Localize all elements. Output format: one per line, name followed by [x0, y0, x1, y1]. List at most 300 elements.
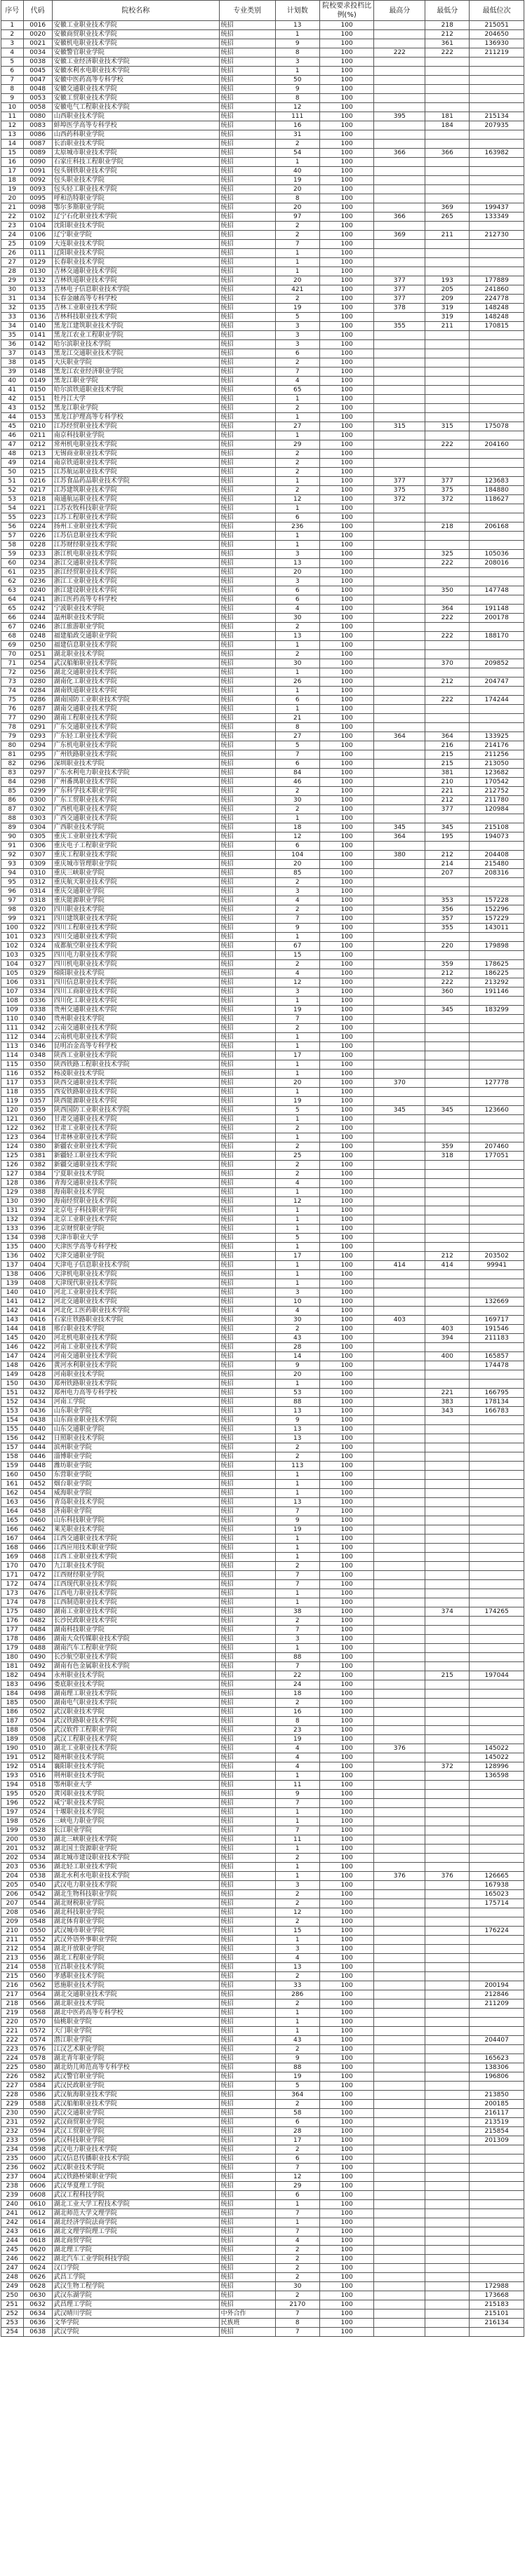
- min-rank-cell: 212846: [470, 1990, 524, 2000]
- table-row: [1, 1225, 524, 1234]
- type-cell: 统招: [219, 896, 275, 905]
- code-cell: 0053: [23, 94, 52, 103]
- table-row: [1, 1626, 524, 1635]
- table-row: [1, 39, 524, 48]
- ratio-cell: 100: [319, 213, 374, 222]
- min-cell: [425, 1370, 470, 1380]
- seq-cell: 162: [1, 1489, 24, 1498]
- plan-cell: 28: [275, 1343, 319, 1352]
- min-cell: [425, 1462, 470, 1471]
- ratio-cell: 100: [319, 1334, 374, 1343]
- seq-cell: 122: [1, 1124, 24, 1133]
- name-cell: 重庆交通职业学院: [52, 887, 219, 896]
- name-cell: 昆明冶金高等专科学校: [52, 1042, 219, 1051]
- name-cell: 四川交通职业技术学院: [52, 933, 219, 942]
- code-cell: 0614: [23, 2218, 52, 2227]
- seq-cell: 220: [1, 2018, 24, 2027]
- ratio-cell: 100: [319, 951, 374, 960]
- min-cell: [425, 450, 470, 459]
- min-rank-cell: [470, 951, 524, 960]
- max-cell: [374, 1626, 425, 1635]
- type-cell: 统招: [219, 176, 275, 185]
- max-cell: [374, 2255, 425, 2264]
- seq-cell: 202: [1, 1854, 24, 1863]
- ratio-cell: 100: [319, 677, 374, 687]
- min-rank-cell: 215183: [470, 2300, 524, 2309]
- name-cell: 西安铁路职业技术学院: [52, 1088, 219, 1097]
- min-cell: 370: [425, 659, 470, 668]
- min-rank-cell: [470, 1498, 524, 1507]
- min-rank-cell: [470, 58, 524, 67]
- code-cell: 0404: [23, 1261, 52, 1270]
- seq-cell: 214: [1, 1963, 24, 1972]
- table-row: [1, 1781, 524, 1790]
- min-cell: [425, 1097, 470, 1106]
- ratio-cell: 100: [319, 842, 374, 851]
- plan-cell: 1: [275, 1225, 319, 1234]
- name-cell: 武汉铁路桥梁职业学院: [52, 2173, 219, 2182]
- plan-cell: 7: [275, 915, 319, 924]
- code-cell: 0456: [23, 1498, 52, 1507]
- min-rank-cell: 167938: [470, 1881, 524, 1890]
- seq-cell: 173: [1, 1589, 24, 1598]
- min-cell: 376: [425, 1872, 470, 1881]
- min-cell: [425, 1234, 470, 1243]
- name-cell: 广州铁路职业技术学院: [52, 750, 219, 760]
- min-cell: [425, 2154, 470, 2164]
- code-cell: 0297: [23, 769, 52, 778]
- type-cell: 统招: [219, 532, 275, 541]
- name-cell: 四川机电职业技术学院: [52, 960, 219, 969]
- plan-cell: 3: [275, 331, 319, 340]
- type-cell: 统招: [219, 1097, 275, 1106]
- min-rank-cell: [470, 568, 524, 577]
- name-cell: 天津机电职业技术学院: [52, 1270, 219, 1279]
- ratio-cell: 100: [319, 450, 374, 459]
- name-cell: 湖北职业技术学院: [52, 2000, 219, 2009]
- plan-cell: 2: [275, 358, 319, 367]
- min-rank-cell: 213292: [470, 978, 524, 987]
- seq-cell: 84: [1, 778, 24, 787]
- type-cell: 统招: [219, 513, 275, 522]
- min-rank-cell: [470, 687, 524, 696]
- ratio-cell: 100: [319, 522, 374, 532]
- table-row: [1, 21, 524, 30]
- code-cell: 0528: [23, 1826, 52, 1835]
- type-cell: 统招: [219, 2273, 275, 2282]
- code-cell: 0444: [23, 1443, 52, 1452]
- name-cell: 大连职业技术学院: [52, 240, 219, 249]
- code-cell: 0058: [23, 103, 52, 112]
- plan-cell: 29: [275, 440, 319, 450]
- code-cell: 0136: [23, 313, 52, 322]
- plan-cell: 2: [275, 1699, 319, 1708]
- table-row: [1, 1033, 524, 1042]
- seq-cell: 26: [1, 249, 24, 258]
- table-row: [1, 1498, 524, 1507]
- type-cell: 统招: [219, 276, 275, 285]
- seq-cell: 207: [1, 1899, 24, 1908]
- table-row: [1, 851, 524, 860]
- type-cell: 统招: [219, 67, 275, 76]
- plan-cell: 28: [275, 2127, 319, 2136]
- name-cell: 浙江建设职业技术学院: [52, 586, 219, 595]
- code-cell: 0598: [23, 2145, 52, 2154]
- table-row: [1, 1352, 524, 1361]
- min-cell: [425, 1808, 470, 1817]
- ratio-cell: 100: [319, 532, 374, 541]
- plan-cell: 1: [275, 1033, 319, 1042]
- ratio-cell: 100: [319, 176, 374, 185]
- max-cell: [374, 1288, 425, 1297]
- ratio-cell: 100: [319, 1106, 374, 1115]
- plan-cell: 12: [275, 1197, 319, 1206]
- name-cell: 四川工程职业技术学院: [52, 924, 219, 933]
- max-cell: 372: [374, 495, 425, 504]
- name-cell: 武汉电力职业技术学院: [52, 2145, 219, 2154]
- table-row: [1, 1288, 524, 1297]
- max-cell: [374, 960, 425, 969]
- code-cell: 0468: [23, 1553, 52, 1562]
- ratio-cell: 100: [319, 1215, 374, 1225]
- max-cell: [374, 349, 425, 358]
- code-cell: 0304: [23, 823, 52, 832]
- name-cell: 河南交通职业技术学院: [52, 1352, 219, 1361]
- ratio-cell: 100: [319, 605, 374, 614]
- min-rank-cell: [470, 2164, 524, 2173]
- max-cell: [374, 1443, 425, 1452]
- code-cell: 0622: [23, 2255, 52, 2264]
- plan-cell: 1: [275, 933, 319, 942]
- name-cell: 石家庄铁路职业技术学院: [52, 1316, 219, 1325]
- seq-cell: 246: [1, 2255, 24, 2264]
- min-rank-cell: [470, 1179, 524, 1188]
- ratio-cell: 100: [319, 1808, 374, 1817]
- code-cell: 0588: [23, 2100, 52, 2109]
- min-cell: [425, 1124, 470, 1133]
- seq-cell: 254: [1, 2328, 24, 2337]
- table-row: [1, 814, 524, 823]
- ratio-cell: 100: [319, 2273, 374, 2282]
- ratio-cell: 100: [319, 577, 374, 586]
- min-cell: [425, 1954, 470, 1963]
- name-cell: 广东轻工职业技术学院: [52, 732, 219, 741]
- table-row: [1, 1708, 524, 1717]
- table-row: [1, 1772, 524, 1781]
- seq-cell: 34: [1, 322, 24, 331]
- seq-cell: 210: [1, 1927, 24, 1936]
- code-cell: 0098: [23, 203, 52, 213]
- ratio-cell: 100: [319, 896, 374, 905]
- name-cell: 湖北开放职业学院: [52, 1945, 219, 1954]
- type-cell: 统招: [219, 1079, 275, 1088]
- seq-cell: 24: [1, 231, 24, 240]
- ratio-cell: 100: [319, 614, 374, 623]
- name-cell: 襄阳职业技术学院: [52, 1762, 219, 1772]
- table-row: [1, 987, 524, 997]
- max-cell: [374, 687, 425, 696]
- name-cell: 黑龙江职业学院: [52, 377, 219, 386]
- min-rank-cell: 170542: [470, 778, 524, 787]
- type-cell: 统招: [219, 832, 275, 842]
- name-cell: 湖北水利水电职业技术学院: [52, 1872, 219, 1881]
- name-cell: 武汉软件工程职业学院: [52, 1726, 219, 1735]
- plan-cell: 1: [275, 2218, 319, 2227]
- plan-cell: 4: [275, 377, 319, 386]
- min-cell: [425, 1744, 470, 1753]
- max-cell: [374, 1990, 425, 2000]
- min-rank-cell: 177051: [470, 1152, 524, 1161]
- min-cell: [425, 1060, 470, 1070]
- seq-cell: 65: [1, 605, 24, 614]
- name-cell: 浙江工业职业技术学院: [52, 577, 219, 586]
- ratio-cell: 100: [319, 1261, 374, 1270]
- ratio-cell: 100: [319, 1197, 374, 1206]
- name-cell: 宁波职业技术学院: [52, 605, 219, 614]
- max-cell: [374, 905, 425, 915]
- type-cell: 统招: [219, 103, 275, 112]
- code-cell: 0628: [23, 2282, 52, 2291]
- min-rank-cell: [470, 194, 524, 203]
- min-rank-cell: [470, 714, 524, 723]
- max-cell: [374, 2282, 425, 2291]
- min-rank-cell: [470, 814, 524, 823]
- ratio-cell: 100: [319, 760, 374, 769]
- type-cell: 统招: [219, 1307, 275, 1316]
- plan-cell: 30: [275, 2282, 319, 2291]
- min-cell: 318: [425, 1152, 470, 1161]
- ratio-cell: 100: [319, 851, 374, 860]
- seq-cell: 140: [1, 1288, 24, 1297]
- table-row: [1, 1489, 524, 1498]
- ratio-cell: 100: [319, 1589, 374, 1598]
- plan-cell: 17: [275, 1252, 319, 1261]
- max-cell: [374, 541, 425, 550]
- min-rank-cell: 183299: [470, 1006, 524, 1015]
- max-cell: [374, 2319, 425, 2328]
- name-cell: 湖南有色金属职业技术学院: [52, 1662, 219, 1671]
- name-cell: 哈尔滨职业技术学院: [52, 340, 219, 349]
- seq-cell: 124: [1, 1142, 24, 1152]
- name-cell: 荆州职业技术学院: [52, 1772, 219, 1781]
- min-rank-cell: 215854: [470, 2127, 524, 2136]
- name-cell: 广州番禺职业技术学院: [52, 778, 219, 787]
- table-row: [1, 741, 524, 750]
- type-cell: 统招: [219, 386, 275, 395]
- min-rank-cell: [470, 249, 524, 258]
- table-row: [1, 313, 524, 322]
- code-cell: 0141: [23, 331, 52, 340]
- max-cell: [374, 951, 425, 960]
- plan-cell: 2: [275, 805, 319, 814]
- name-cell: 河北交通职业技术学院: [52, 1297, 219, 1307]
- code-cell: 0424: [23, 1352, 52, 1361]
- max-cell: [374, 130, 425, 140]
- code-cell: 0406: [23, 1270, 52, 1279]
- min-cell: 212: [425, 1252, 470, 1261]
- max-cell: [374, 1197, 425, 1206]
- table-row: [1, 468, 524, 477]
- plan-cell: 1: [275, 1589, 319, 1598]
- name-cell: 无锡商业职业技术学院: [52, 450, 219, 459]
- min-rank-cell: 211209: [470, 2000, 524, 2009]
- min-rank-cell: [470, 504, 524, 513]
- seq-cell: 163: [1, 1498, 24, 1507]
- ratio-cell: 100: [319, 203, 374, 213]
- type-cell: 统招: [219, 522, 275, 532]
- max-cell: [374, 1580, 425, 1589]
- plan-cell: 1: [275, 1872, 319, 1881]
- min-rank-cell: 175078: [470, 422, 524, 431]
- name-cell: 江西交通职业技术学院: [52, 1535, 219, 1544]
- name-cell: 郑州电力高等专科学校: [52, 1389, 219, 1398]
- table-row: [1, 2045, 524, 2054]
- max-cell: [374, 2018, 425, 2027]
- min-rank-cell: [470, 140, 524, 149]
- seq-cell: 204: [1, 1872, 24, 1881]
- name-cell: 浙江交通职业技术学院: [52, 559, 219, 568]
- code-cell: 0143: [23, 349, 52, 358]
- type-cell: 统招: [219, 1124, 275, 1133]
- name-cell: 武汉警官职业学院: [52, 2072, 219, 2082]
- max-cell: [374, 367, 425, 377]
- ratio-cell: 100: [319, 1370, 374, 1380]
- plan-cell: 2: [275, 1972, 319, 1981]
- min-cell: [425, 2109, 470, 2118]
- plan-cell: 1: [275, 541, 319, 550]
- table-row: [1, 1079, 524, 1088]
- min-rank-cell: [470, 1462, 524, 1471]
- plan-cell: 50: [275, 76, 319, 85]
- col-header-min: 最低分: [425, 1, 470, 21]
- ratio-cell: 100: [319, 1270, 374, 1279]
- table-row: [1, 2291, 524, 2300]
- max-cell: [374, 969, 425, 978]
- min-rank-cell: [470, 67, 524, 76]
- admission-table: [1, 0, 524, 2337]
- code-cell: 0355: [23, 1088, 52, 1097]
- min-rank-cell: [470, 1635, 524, 1644]
- min-cell: 345: [425, 1106, 470, 1115]
- name-cell: 天津现代职业技术学院: [52, 1279, 219, 1288]
- type-cell: 统招: [219, 714, 275, 723]
- type-cell: 统招: [219, 2200, 275, 2209]
- plan-cell: 1: [275, 1845, 319, 1854]
- max-cell: [374, 395, 425, 404]
- plan-cell: 2: [275, 1617, 319, 1626]
- type-cell: 统招: [219, 2328, 275, 2337]
- min-rank-cell: [470, 1188, 524, 1197]
- max-cell: [374, 2027, 425, 2036]
- name-cell: 武汉商贸职业学院: [52, 2118, 219, 2127]
- type-cell: 统招: [219, 1617, 275, 1626]
- ratio-cell: 100: [319, 2045, 374, 2054]
- seq-cell: 191: [1, 1753, 24, 1762]
- plan-cell: 8: [275, 48, 319, 58]
- min-rank-cell: 163982: [470, 149, 524, 158]
- min-rank-cell: 128996: [470, 1762, 524, 1772]
- ratio-cell: 100: [319, 313, 374, 322]
- type-cell: 统招: [219, 258, 275, 267]
- plan-cell: 19: [275, 176, 319, 185]
- seq-cell: 105: [1, 969, 24, 978]
- max-cell: [374, 2328, 425, 2337]
- min-rank-cell: [470, 2082, 524, 2091]
- min-rank-cell: 105036: [470, 550, 524, 559]
- seq-cell: 203: [1, 1863, 24, 1872]
- seq-cell: 192: [1, 1762, 24, 1772]
- ratio-cell: 100: [319, 869, 374, 878]
- min-rank-cell: 176224: [470, 1927, 524, 1936]
- code-cell: 0111: [23, 249, 52, 258]
- ratio-cell: 100: [319, 103, 374, 112]
- ratio-cell: 100: [319, 1225, 374, 1234]
- table-row: [1, 276, 524, 285]
- table-row: [1, 176, 524, 185]
- plan-cell: 7: [275, 367, 319, 377]
- name-cell: 太原城市职业技术学院: [52, 149, 219, 158]
- seq-cell: 126: [1, 1161, 24, 1170]
- code-cell: 0386: [23, 1179, 52, 1188]
- plan-cell: 19: [275, 1006, 319, 1015]
- type-cell: 统招: [219, 1626, 275, 1635]
- name-cell: 天门职业学院: [52, 2027, 219, 2036]
- col-header-code: 代码: [23, 1, 52, 21]
- max-cell: [374, 58, 425, 67]
- code-cell: 0336: [23, 997, 52, 1006]
- plan-cell: 1: [275, 1070, 319, 1079]
- min-cell: [425, 2182, 470, 2191]
- table-row: [1, 2127, 524, 2136]
- table-row: [1, 586, 524, 595]
- plan-cell: 20: [275, 276, 319, 285]
- seq-cell: 212: [1, 1945, 24, 1954]
- table-row: [1, 832, 524, 842]
- min-rank-cell: [470, 1936, 524, 1945]
- name-cell: 江苏信息职业技术学院: [52, 532, 219, 541]
- max-cell: 315: [374, 422, 425, 431]
- table-row: [1, 997, 524, 1006]
- code-cell: 0353: [23, 1079, 52, 1088]
- min-rank-cell: [470, 1234, 524, 1243]
- type-cell: 统招: [219, 295, 275, 304]
- max-cell: [374, 2291, 425, 2300]
- seq-cell: 72: [1, 668, 24, 677]
- table-row: [1, 1243, 524, 1252]
- plan-cell: 6: [275, 760, 319, 769]
- code-cell: 0534: [23, 1854, 52, 1863]
- plan-cell: 3: [275, 550, 319, 559]
- plan-cell: 2: [275, 468, 319, 477]
- min-cell: [425, 1361, 470, 1370]
- min-cell: [425, 1443, 470, 1452]
- min-cell: [425, 377, 470, 386]
- code-cell: 0440: [23, 1425, 52, 1434]
- min-rank-cell: [470, 1516, 524, 1525]
- seq-cell: 164: [1, 1507, 24, 1516]
- min-rank-cell: 165857: [470, 1352, 524, 1361]
- plan-cell: 12: [275, 1908, 319, 1917]
- seq-cell: 111: [1, 1024, 24, 1033]
- type-cell: 中外合作: [219, 2309, 275, 2319]
- max-cell: [374, 21, 425, 30]
- min-cell: [425, 1662, 470, 1671]
- min-rank-cell: [470, 1206, 524, 1215]
- min-cell: [425, 1416, 470, 1425]
- name-cell: 湖南交通职业技术学院: [52, 705, 219, 714]
- name-cell: 山东交通职业学院: [52, 1425, 219, 1434]
- type-cell: 统招: [219, 1872, 275, 1881]
